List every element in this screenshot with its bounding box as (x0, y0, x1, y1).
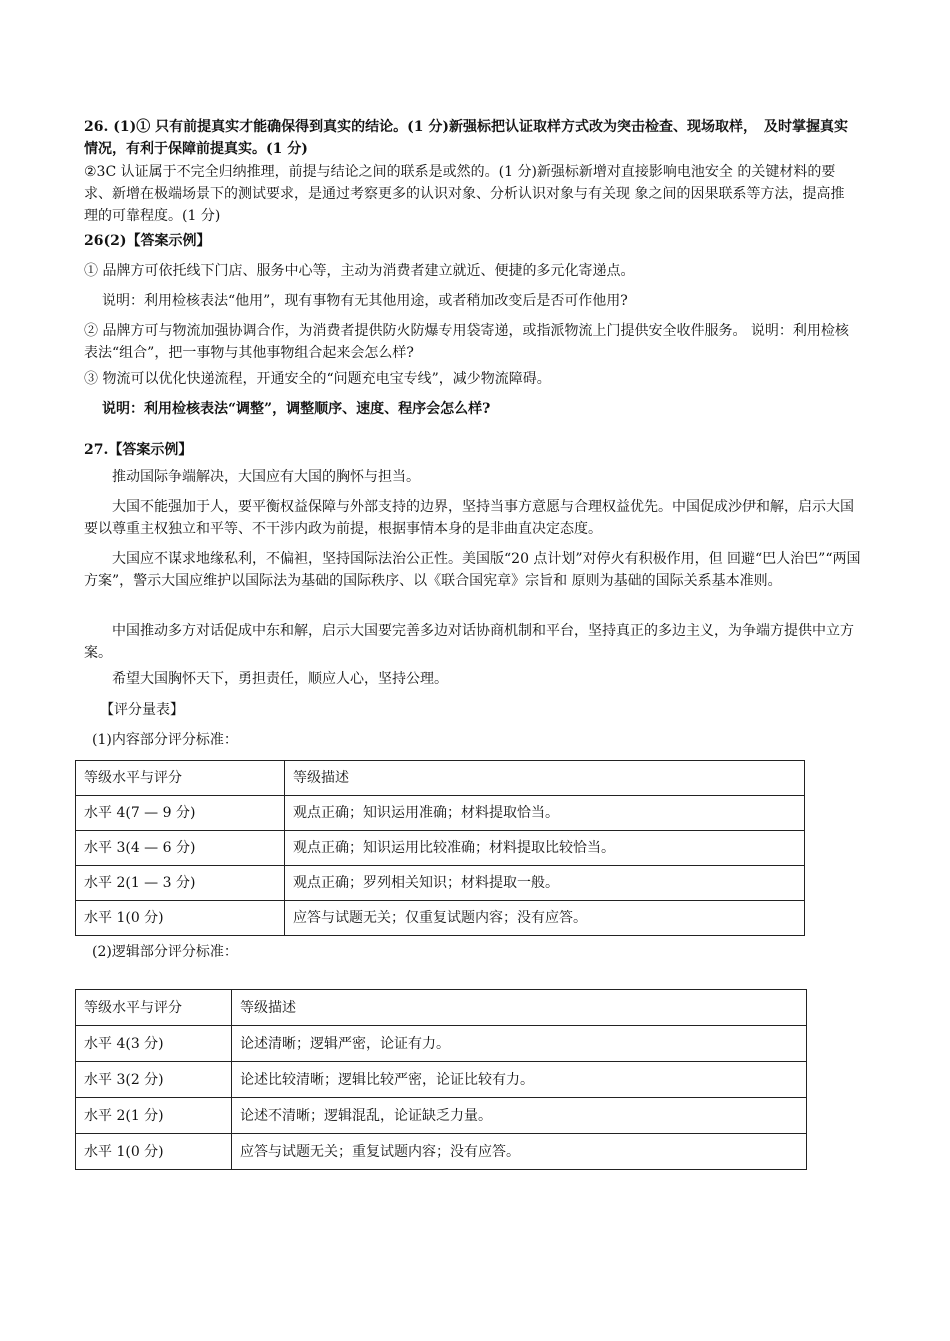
q27-paragraph-5: 希望大国胸怀天下，勇担责任，顺应人心，坚持公理。 (112, 671, 448, 687)
table-cell-level: 水平 1(0 分) (76, 1134, 232, 1170)
table-row (76, 901, 805, 936)
q26-part2-title: 26(2)【答案示例】 (84, 233, 211, 249)
table-cell-level: 水平 2(1 分) (76, 1098, 232, 1134)
content-rubric-title: (1)内容部分评分标准： (92, 732, 238, 748)
table-cell-desc: 论述不清晰；逻辑混乱，论证缺乏力量。 (232, 1098, 807, 1134)
q26-item-2: ② 品牌方可与物流加强协调合作，为消费者提供防火防爆专用袋寄递，或指派物流上门提供安全收件服务。 说明：利用检核表法“组合”，把一事物与其他事物组合起来会怎么样? (84, 323, 849, 361)
table-row (76, 831, 805, 866)
table-cell-level: 水平 1(0 分) (76, 901, 285, 936)
table-cell-level: 水平 3(4 — 6 分) (76, 831, 285, 866)
table-cell-desc: 观点正确；知识运用比较准确；材料提取比较恰当。 (285, 831, 805, 866)
q27-paragraph-2: 大国不能强加于人，要平衡权益保障与外部支持的边界，坚持当事方意愿与合理权益优先。中国促成沙伊和解，启示大国要以尊重主权独立和平等、不干涉内政为前提，根据事情本身的是非曲直决定态度。 (84, 499, 854, 537)
table-header-cell: 等级描述 (232, 990, 807, 1026)
table-cell-desc: 观点正确；罗列相关知识；材料提取一般。 (285, 866, 805, 901)
table-cell-level: 水平 3(2 分) (76, 1062, 232, 1098)
table-row (76, 1062, 807, 1098)
q27-title: 27.【答案示例】 (84, 442, 193, 458)
table-cell-desc: 应答与试题无关；仅重复试题内容；没有应答。 (285, 901, 805, 936)
q26-part1-b: ②3C 认证属于不完全归纳推理，前提与结论之间的联系是或然的。(1 分)新强标新增对直接影响电池安全 的关键材料的要求、新增在极端场景下的测试要求，是通过考察更多的认识对象、分析认识对象与有关现 象之间的因果联系等方法，提高推理的可靠程度。(1 分) (84, 164, 845, 224)
table-cell-level: 水平 2(1 — 3 分) (76, 866, 285, 901)
q26-item-3-note: 说明：利用检核表法“调整”，调整顺序、速度、程序会怎么样? (102, 401, 491, 417)
table-row (76, 1098, 807, 1134)
rubric-title: 【评分量表】 (100, 702, 184, 718)
table-row (76, 796, 805, 831)
table-cell-desc: 论述清晰；逻辑严密，论证有力。 (232, 1026, 807, 1062)
q26-item-3: ③ 物流可以优化快递流程，开通安全的“问题充电宝专线”，减少物流障碍。 (84, 371, 551, 387)
q27-paragraph-3: 大国应不谋求地缘私利，不偏袒，坚持国际法治公正性。美国版“20 点计划”对停火有积极作用，但 回避“巴人治巴”“两国方案”，警示大国应维护以国际法为基础的国际秩序、以《联合国宪章》宗旨和 原则为基础的国际关系基本准则。 (84, 551, 861, 589)
table-cell-desc: 应答与试题无关；重复试题内容；没有应答。 (232, 1134, 807, 1170)
content-rubric-table (75, 760, 805, 936)
table-header-cell: 等级描述 (285, 761, 805, 796)
table-header-row (76, 990, 807, 1026)
q26-item-1: ① 品牌方可依托线下门店、服务中心等，主动为消费者建立就近、便捷的多元化寄递点。 (84, 263, 635, 279)
table-cell-desc: 论述比较清晰；逻辑比较严密，论证比较有力。 (232, 1062, 807, 1098)
table-cell-level: 水平 4(7 — 9 分) (76, 796, 285, 831)
q27-paragraph-4: 中国推动多方对话促成中东和解，启示大国要完善多边对话协商机制和平台，坚持真正的多边主义，为争端方提供中立方案。 (84, 623, 854, 661)
logic-rubric-table (75, 989, 807, 1170)
table-row (76, 866, 805, 901)
table-cell-level: 水平 4(3 分) (76, 1026, 232, 1062)
table-header-cell: 等级水平与评分 (76, 761, 285, 796)
q27-paragraph-1: 推动国际争端解决，大国应有大国的胸怀与担当。 (112, 469, 420, 485)
q26-part1-a: 26. (1)① 只有前提真实才能确保得到真实的结论。(1 分)新强标把认证取样方式改为突击检查、现场取样， 及时掌握真实情况，有利于保障前提真实。(1 分) (84, 119, 848, 157)
table-header-row (76, 761, 805, 796)
table-row (76, 1026, 807, 1062)
q26-item-1-note: 说明：利用检核表法“他用”，现有事物有无其他用途，或者稍加改变后是否可作他用? (102, 293, 628, 309)
table-row (76, 1134, 807, 1170)
logic-rubric-title: (2)逻辑部分评分标准： (92, 944, 238, 960)
table-header-cell: 等级水平与评分 (76, 990, 232, 1026)
table-cell-desc: 观点正确；知识运用准确；材料提取恰当。 (285, 796, 805, 831)
